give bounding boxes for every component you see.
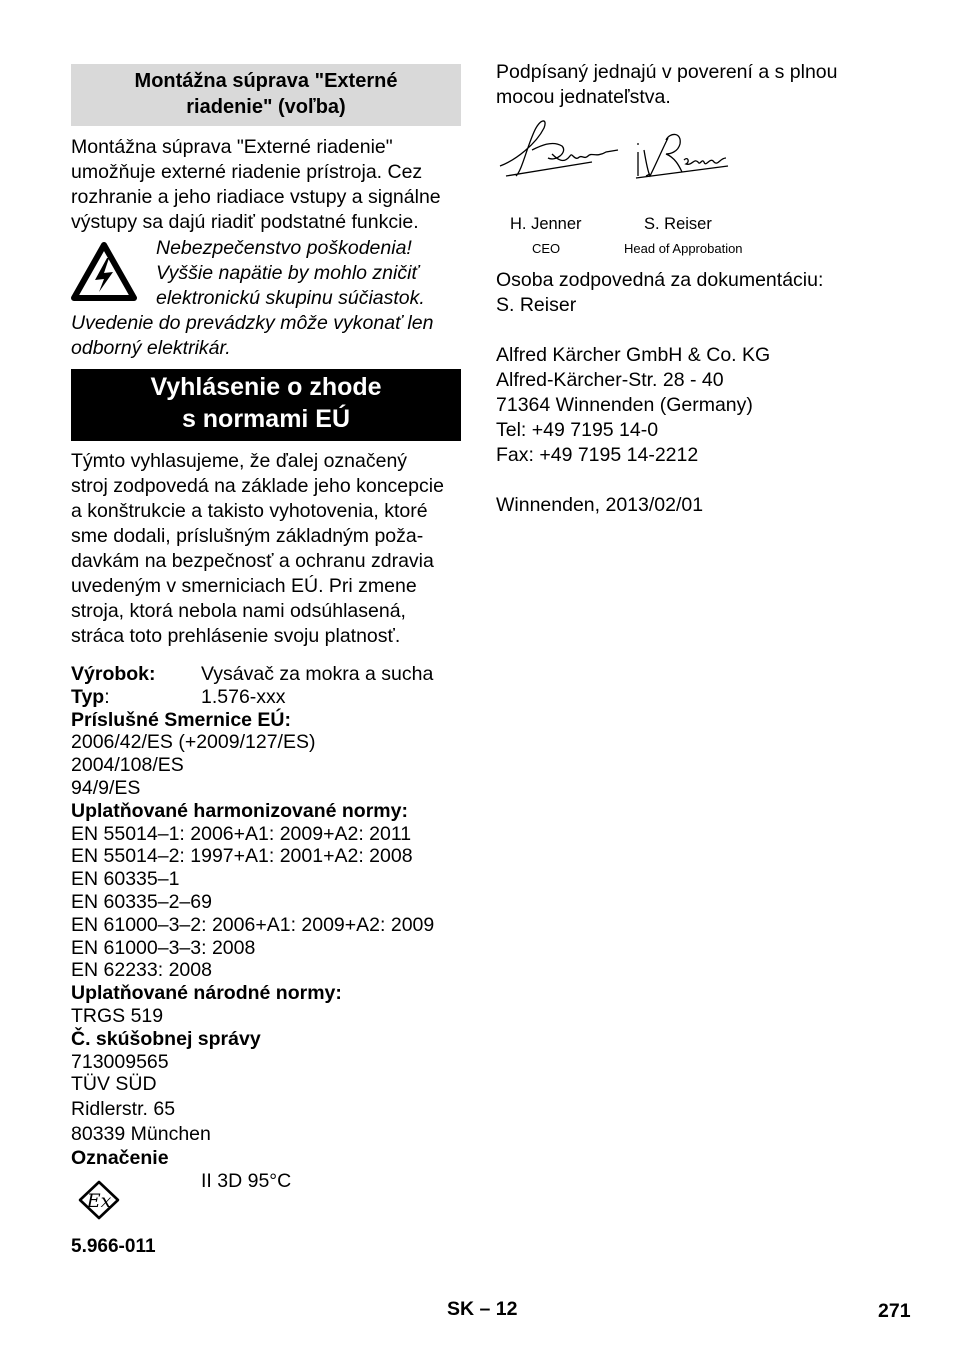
doc-resp-line: S. Reiser [496,294,577,316]
declaration-body [71,449,461,649]
ex-atex-icon [71,1170,201,1226]
signatures-drawing [496,110,756,214]
harmonized-item: EN 62233: 2008 [71,959,212,982]
kit-title-line: riadenie" (voľba) [186,96,346,118]
warning-line: Nebezpečenstvo poškodenia! [156,237,412,259]
signer2-title: Head of Approbation [624,241,743,256]
signature-block [496,110,886,256]
national-item: TRGS 519 [71,1004,164,1027]
harmonized-item: EN 55014–2: 1997+A1: 2001+A2: 2008 [71,845,413,868]
directive-item: 2006/42/ES (+2009/127/ES) [71,731,316,754]
national-label: Uplatňované národné normy: [71,982,342,1005]
body-line: sme dodali, príslušným základným poža- [71,525,424,547]
harmonized-label: Uplatňované harmonizované normy: [71,799,408,822]
body-line: stroja, ktorá nebola nami odsúhlasená, [71,600,406,622]
company-line: 71364 Winnenden (Germany) [496,394,753,416]
body-line: Týmto vyhlasujeme, že ďalej označený [71,450,408,472]
company-line: Tel: +49 7195 14-0 [496,419,659,441]
test-report-item: 713009565 [71,1050,169,1073]
address-line: Ridlerstr. 65 [71,1098,176,1121]
product-label: Výrobok: [71,663,156,685]
signer1-title: CEO [532,241,561,256]
document-number: 5.966-011 [71,1236,156,1257]
product-details [71,663,461,1226]
body-line: Montážna súprava "Externé riadenie" [71,136,393,158]
warning-block [71,236,461,361]
body-line: výstupy sa dajú riadiť podstatné funkcie. [71,211,419,233]
warning-line: odborný elektrikár. [71,337,231,359]
body-line: rozhranie a jeho riadiace vstupy a signálne [71,186,441,208]
intro-line: Podpísaný jednajú v poverení a s plnou [496,61,838,83]
product-value: Vysávač za mokra a sucha [201,663,434,685]
doc-responsible [496,268,886,318]
directive-item: 2004/108/ES [71,754,184,777]
marking-label: Označenie [71,1147,169,1170]
warning-line: Vyššie napätie by mohlo zničiť [156,262,419,284]
kit-section-body [71,135,461,235]
intro-line: mocou jednateľstva. [496,86,671,108]
right-column [496,60,886,518]
type-row [71,686,461,709]
type-value: 1.576-xxx [201,685,286,708]
type-label: Typ [71,685,105,708]
test-report-label: Č. skúšobnej správy [71,1027,261,1050]
warning-line: Uvedenie do prevádzky môže vykonať len [71,312,434,334]
harmonized-item: EN 60335–1 [71,868,180,891]
signer2-name: S. Reiser [644,215,712,233]
marking-value: II 3D 95°C [201,1169,292,1192]
body-line: stroj zodpovedá na základe jeho koncepcie [71,475,444,497]
body-line: umožňuje externé riadenie prístroja. Cez [71,161,423,183]
directives-label: Príslušné Smernice EÚ: [71,708,292,731]
body-line: uvedeným v smerniciach EÚ. Pri zmene [71,575,417,597]
company-line: Alfred Kärcher GmbH & Co. KG [496,344,771,366]
page-number: 271 [878,1300,911,1322]
body-line: a konštrukcie a takisto vyhotovenia, ktoré [71,500,428,522]
declaration-title-line: s normami EÚ [181,405,351,433]
address-line: 80339 München [71,1123,211,1146]
kit-title-line: Montážna súprava "Externé [134,70,398,92]
svg-text:Ex: Ex [86,1189,112,1212]
high-voltage-warning-icon [71,242,137,302]
harmonized-item: EN 60335–2–69 [71,890,212,913]
company-line: Alfred-Kärcher-Str. 28 - 40 [496,369,724,391]
marking-row [71,1170,461,1226]
declaration-title-line: Vyhlásenie o zhode [150,373,382,401]
product-row [71,663,461,686]
declaration-title [71,369,461,441]
place-date: Winnenden, 2013/02/01 [496,494,704,516]
harmonized-item: EN 55014–1: 2006+A1: 2009+A2: 2011 [71,822,412,845]
harmonized-item: EN 61000–3–2: 2006+A1: 2009+A2: 2009 [71,913,435,936]
body-line: stráca toto prehlásenie svoju platnosť. [71,625,401,647]
type-colon: : [104,685,110,708]
signer1-name: H. Jenner [510,215,582,233]
body-line: davkám na bezpečnosť a ochranu zdravia [71,550,434,572]
company-address [496,343,886,468]
test-report-item: TÜV SÜD [71,1073,157,1096]
company-line: Fax: +49 7195 14-2212 [496,444,699,466]
section-page-label: SK – 12 [447,1298,518,1320]
directive-item: 94/9/ES [71,776,141,799]
kit-section-title [71,64,461,126]
harmonized-item: EN 61000–3–3: 2008 [71,936,256,959]
warning-line: elektronickú skupinu súčiastok. [156,287,425,309]
doc-resp-line: Osoba zodpovedná za dokumentáciu: [496,269,824,291]
left-column [71,60,461,1226]
